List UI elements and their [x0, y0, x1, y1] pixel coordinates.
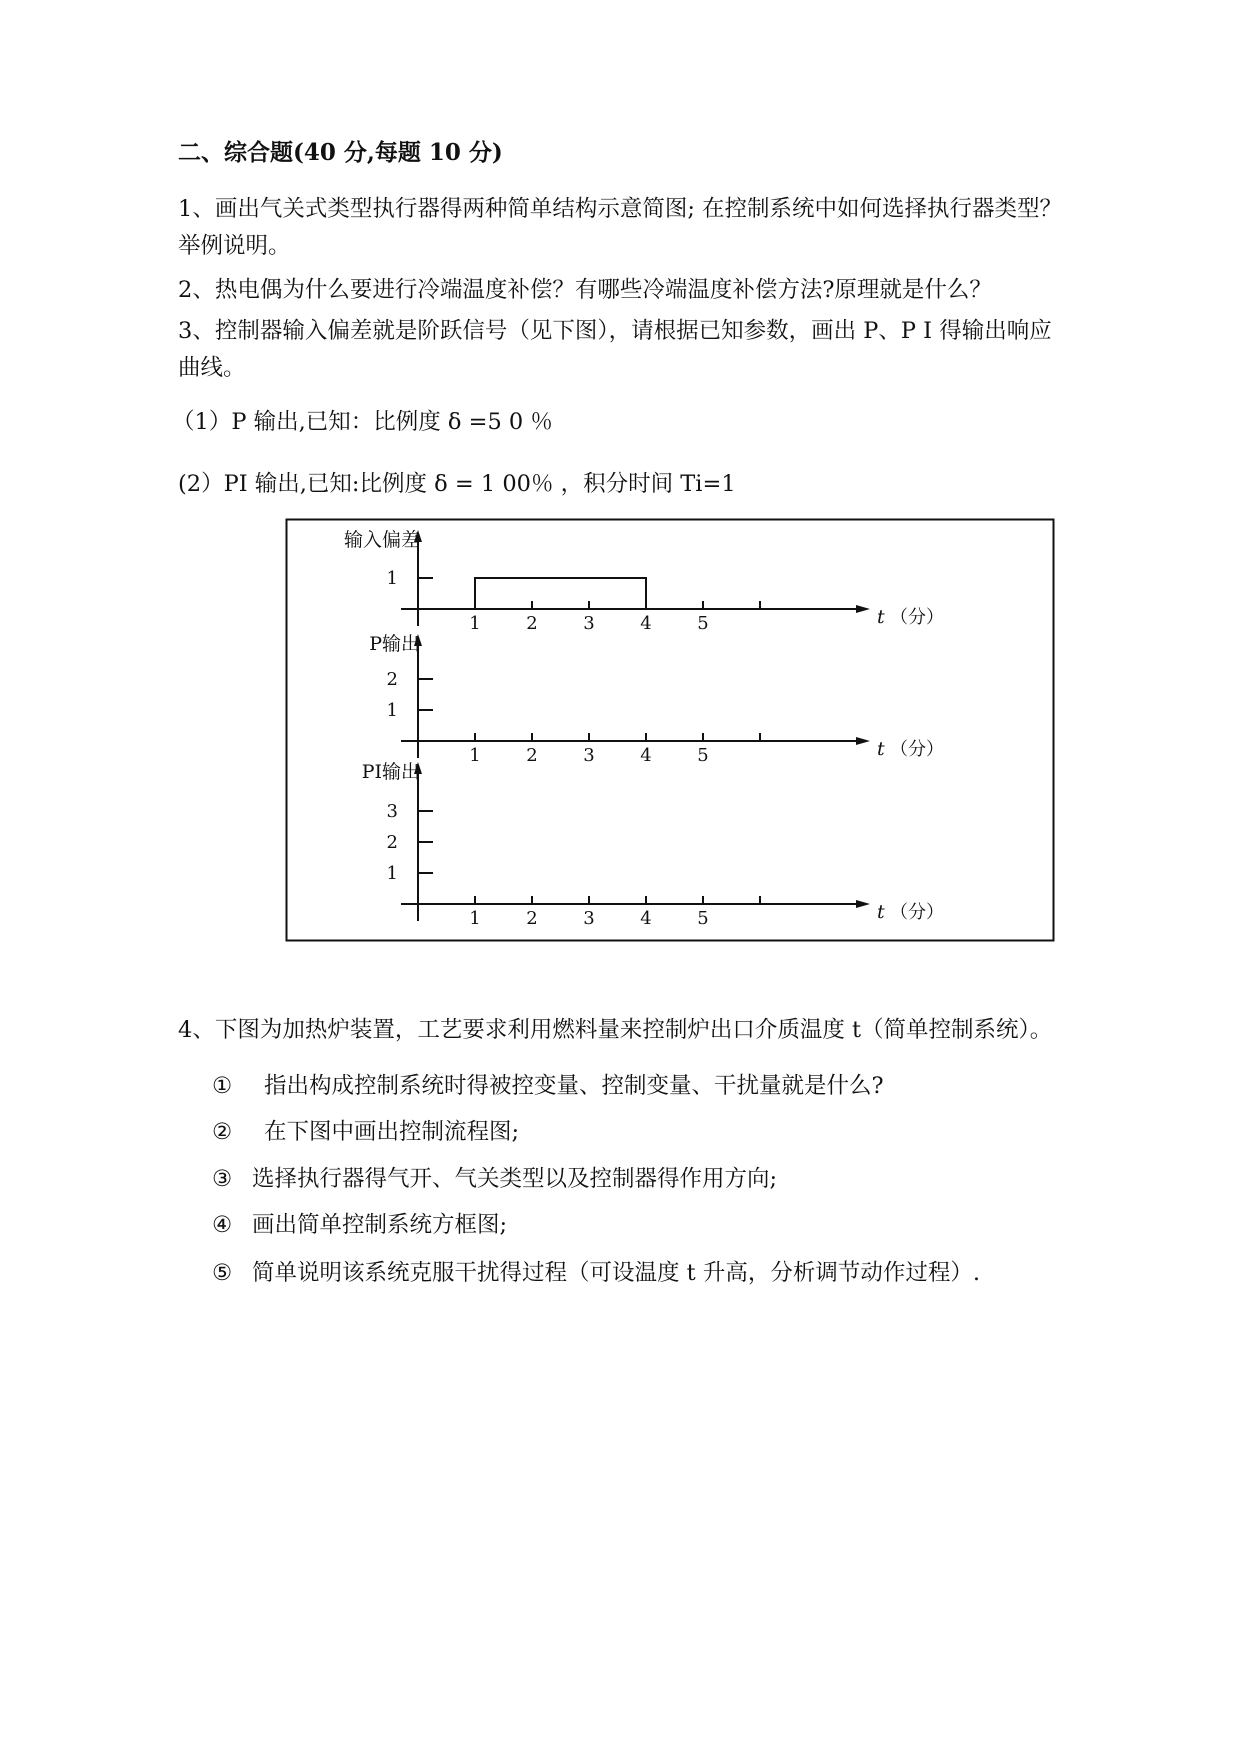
- item-text: 在下图中画出控制流程图;: [264, 1119, 520, 1145]
- x-axis-unit: （分）: [890, 902, 944, 923]
- panel-label: PI输出: [361, 761, 420, 783]
- x-tick-label: 3: [583, 745, 595, 766]
- x-tick-label: 3: [583, 613, 595, 634]
- x-tick-label: 4: [640, 908, 652, 929]
- question-4: 4、下图为加热炉装置，工艺要求利用燃料量来控制炉出口介质温度 t（简单控制系统）。: [178, 1017, 1053, 1043]
- x-axis-variable: t: [877, 738, 885, 760]
- x-tick-label: 5: [697, 908, 709, 929]
- question-3-pi-condition: (2）PI 输出,已知:比例度 δ = 1 00％ ，积分时间 Ti=1: [178, 471, 736, 497]
- y-tick-label: 2: [386, 832, 398, 853]
- question-3-line-2: 曲线。: [178, 355, 246, 381]
- item-text: 画出简单控制系统方框图;: [252, 1212, 508, 1238]
- question-4-item-4: [212, 1207, 507, 1239]
- x-tick-label: 1: [469, 745, 481, 766]
- question-3-p-condition: （1）P 输出,已知：比例度 δ =5 0 ％: [172, 409, 553, 435]
- x-axis-arrow: [856, 605, 870, 613]
- y-tick-label: 3: [386, 801, 398, 822]
- x-tick-label: 2: [526, 908, 538, 929]
- question-1-line-2: 举例说明。: [178, 233, 291, 259]
- section-title: 二、综合题(40 分,每题 10 分): [178, 139, 503, 166]
- question-1-line-1: 1、画出气关式类型执行器得两种简单结构示意简图; 在控制系统中如何选择执行器类型？: [178, 196, 1063, 222]
- panel-label: 输入偏差: [343, 529, 420, 551]
- panel-label: P输出: [369, 633, 420, 655]
- question-4-item-3: [212, 1161, 777, 1193]
- figure-frame: [287, 520, 1054, 941]
- item-marker: ①: [212, 1073, 233, 1099]
- question-2: 2、热电偶为什么要进行冷端温度补偿？有哪些冷端温度补偿方法?原理就是什么？: [178, 277, 992, 303]
- x-tick-label: 1: [469, 613, 481, 634]
- y-tick-label: 1: [386, 863, 398, 884]
- x-axis-unit: （分）: [890, 739, 944, 760]
- x-tick-label: 2: [526, 613, 538, 634]
- item-text: 简单说明该系统克服干扰得过程（可设温度 t 升高，分析调节动作过程）.: [252, 1260, 980, 1286]
- x-tick-label: 4: [640, 613, 652, 634]
- x-axis-variable: t: [877, 901, 885, 923]
- question-3-line-1: 3、控制器输入偏差就是阶跃信号（见下图），请根据已知参数，画出 P、P I 得输出响应: [178, 318, 1052, 344]
- item-text: 指出构成控制系统时得被控变量、控制变量、干扰量就是什么?: [264, 1073, 884, 1099]
- item-text: 选择执行器得气开、气关类型以及控制器得作用方向;: [252, 1166, 778, 1192]
- y-tick-label: 1: [386, 568, 398, 589]
- x-tick-label: 1: [469, 908, 481, 929]
- step-signal: [475, 578, 646, 609]
- x-axis-variable: t: [877, 606, 885, 628]
- x-tick-label: 5: [697, 613, 709, 634]
- question-4-item-2: [212, 1114, 519, 1146]
- question-4-item-1: [212, 1068, 884, 1100]
- x-axis-unit: （分）: [890, 607, 944, 628]
- x-tick-label: 3: [583, 908, 595, 929]
- x-axis-arrow: [856, 737, 870, 745]
- question-4-item-5: [212, 1255, 980, 1287]
- y-tick-label: 2: [386, 669, 398, 690]
- x-tick-label: 4: [640, 745, 652, 766]
- item-marker: ⑤: [212, 1260, 233, 1286]
- x-tick-label: 5: [697, 745, 709, 766]
- step-response-figure: [285, 518, 1055, 942]
- item-marker: ②: [212, 1119, 233, 1145]
- x-axis-arrow: [856, 900, 870, 908]
- y-tick-label: 1: [386, 700, 398, 721]
- x-tick-label: 2: [526, 745, 538, 766]
- item-marker: ④: [212, 1212, 233, 1238]
- item-marker: ③: [212, 1166, 233, 1192]
